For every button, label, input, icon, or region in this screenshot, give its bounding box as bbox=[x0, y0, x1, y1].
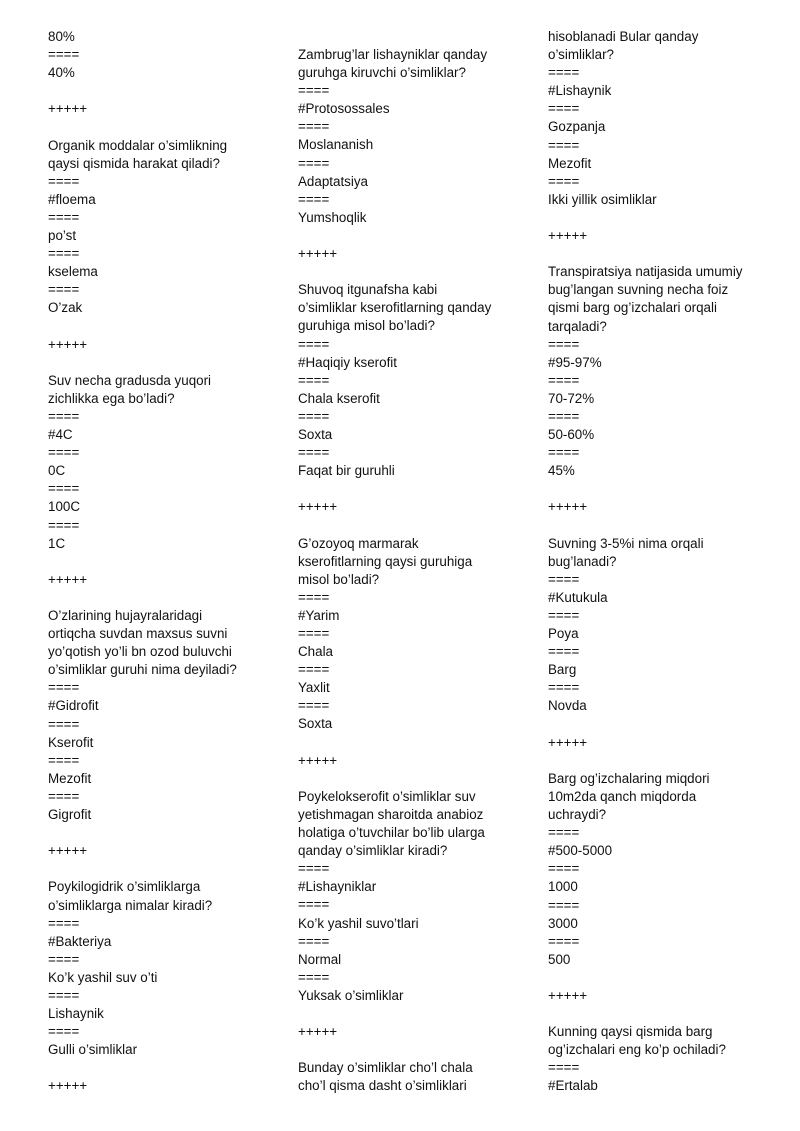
question-divider: +++++ bbox=[48, 843, 88, 859]
text-line: Ko’k yashil suvo’tlari bbox=[298, 915, 419, 931]
separator-line: ==== bbox=[548, 336, 580, 352]
separator-line: ==== bbox=[548, 65, 580, 81]
text-line: Suvning 3-5%i nima orqali bbox=[548, 535, 704, 551]
text-line: 10m2da qanch miqdorda bbox=[548, 788, 697, 804]
text-line: Gigrofit bbox=[48, 807, 92, 823]
text-line: Poykelokserofit o’simliklar suv bbox=[298, 788, 476, 804]
separator-line: ==== bbox=[298, 119, 330, 135]
separator-line: ==== bbox=[298, 83, 330, 99]
separator-line: ==== bbox=[48, 445, 80, 461]
text-line: Gulli o’simliklar bbox=[48, 1042, 138, 1058]
text-line: Poykilogidrik o’simliklarga bbox=[48, 879, 201, 895]
blank-line bbox=[48, 553, 263, 571]
separator-line: ==== bbox=[298, 662, 330, 678]
blank-line bbox=[548, 245, 768, 263]
separator-line: ==== bbox=[548, 101, 580, 117]
text-line: Mezofit bbox=[48, 770, 92, 786]
text-column-1 bbox=[48, 28, 263, 1096]
text-line: Faqat bir guruhli bbox=[298, 463, 395, 479]
separator-line: ==== bbox=[548, 571, 580, 587]
text-line: Kserofit bbox=[48, 734, 94, 750]
separator-line: ==== bbox=[48, 752, 80, 768]
separator-line: ==== bbox=[298, 897, 330, 913]
text-line: Bunday o’simliklar cho’l chala bbox=[298, 1060, 473, 1076]
correct-answer: #Lishayniklar bbox=[298, 879, 377, 895]
text-line: qismi barg og’izchalari orqali bbox=[548, 300, 717, 316]
text-line: qaysi qismida harakat qiladi? bbox=[48, 155, 220, 171]
text-line: Yumshoqlik bbox=[298, 209, 367, 225]
blank-line bbox=[298, 480, 513, 498]
separator-line: ==== bbox=[548, 861, 580, 877]
text-line: Yaxlit bbox=[298, 680, 330, 696]
separator-line: ==== bbox=[48, 680, 80, 696]
correct-answer: #Kutukula bbox=[548, 589, 608, 605]
separator-line: ==== bbox=[298, 861, 330, 877]
separator-line: ==== bbox=[48, 951, 80, 967]
separator-line: ==== bbox=[48, 987, 80, 1003]
text-line: Suv necha gradusda yuqori bbox=[48, 372, 212, 388]
text-line: misol bo’ladi? bbox=[298, 571, 380, 587]
question-divider: +++++ bbox=[298, 246, 338, 262]
text-line: tarqaladi? bbox=[548, 318, 607, 334]
text-line: 1000 bbox=[548, 879, 578, 895]
text-line: G’ozoyoq marmarak bbox=[298, 535, 419, 551]
correct-answer: #Protosossales bbox=[298, 101, 390, 117]
separator-line: ==== bbox=[298, 336, 330, 352]
question-divider: +++++ bbox=[298, 1024, 338, 1040]
separator-line: ==== bbox=[548, 680, 580, 696]
blank-line bbox=[548, 209, 768, 227]
text-line: po’st bbox=[48, 228, 77, 244]
text-line: Ikki yillik osimliklar bbox=[548, 191, 657, 207]
text-line: Transpiratsiya natijasida umumiy bbox=[548, 264, 743, 280]
text-line: uchraydi? bbox=[548, 807, 607, 823]
question-divider: +++++ bbox=[48, 571, 88, 587]
correct-answer: #4C bbox=[48, 427, 73, 443]
text-line: qanday o’simliklar kiradi? bbox=[298, 843, 448, 859]
text-line: 80% bbox=[48, 29, 75, 44]
blank-line bbox=[298, 734, 513, 752]
separator-line: ==== bbox=[298, 372, 330, 388]
blank-line bbox=[548, 480, 768, 498]
blank-line bbox=[298, 1041, 513, 1059]
separator-line: ==== bbox=[298, 408, 330, 424]
text-line: Soxta bbox=[298, 426, 333, 442]
text-line: o’simliklarga nimalar kiradi? bbox=[48, 897, 213, 913]
separator-line: ==== bbox=[48, 209, 80, 225]
separator-line: ==== bbox=[548, 408, 580, 424]
text-line: Adaptatsiya bbox=[298, 173, 368, 189]
question-divider: +++++ bbox=[48, 336, 88, 352]
correct-answer: #floema bbox=[48, 191, 96, 207]
separator-line: ==== bbox=[548, 372, 580, 388]
blank-line bbox=[48, 118, 263, 136]
text-line: 1C bbox=[48, 535, 66, 551]
correct-answer: #500-5000 bbox=[548, 843, 613, 859]
correct-answer: #Ertalab bbox=[548, 1078, 598, 1094]
blank-line bbox=[48, 318, 263, 336]
question-divider: +++++ bbox=[548, 734, 588, 750]
separator-line: ==== bbox=[548, 897, 580, 913]
text-line: kserofitlarning qaysi guruhiga bbox=[298, 553, 473, 569]
question-divider: +++++ bbox=[298, 752, 338, 768]
text-line: O’zak bbox=[48, 300, 83, 316]
separator-line: ==== bbox=[548, 1060, 580, 1076]
text-line: o’simliklar guruhi nima deyiladi? bbox=[48, 662, 237, 678]
separator-line: ==== bbox=[548, 933, 580, 949]
blank-line bbox=[548, 1005, 768, 1023]
text-line: Barg bbox=[548, 662, 577, 678]
separator-line: ==== bbox=[48, 408, 80, 424]
separator-line: ==== bbox=[298, 698, 330, 714]
blank-line bbox=[298, 227, 513, 245]
separator-line: ==== bbox=[548, 445, 580, 461]
blank-line bbox=[48, 354, 263, 372]
text-line: Ko’k yashil suv o’ti bbox=[48, 969, 158, 985]
correct-answer: #Haqiqiy kserofit bbox=[298, 354, 397, 370]
separator-line: ==== bbox=[548, 173, 580, 189]
text-line: yetishmagan sharoitda anabioz bbox=[298, 806, 484, 822]
blank-line bbox=[298, 770, 513, 788]
question-divider: +++++ bbox=[48, 101, 88, 117]
text-line: 0C bbox=[48, 463, 66, 479]
separator-line: ==== bbox=[548, 644, 580, 660]
text-line: Mezofit bbox=[548, 155, 592, 171]
text-line: holatiga o’tuvchilar bo’lib ularga bbox=[298, 825, 485, 841]
text-line: Organik moddalar o’simlikning bbox=[48, 137, 228, 153]
separator-line: ==== bbox=[48, 47, 80, 63]
separator-line: ==== bbox=[548, 137, 580, 153]
blank-line bbox=[48, 860, 263, 878]
correct-answer: #Lishaynik bbox=[548, 83, 612, 99]
text-line: 45% bbox=[548, 463, 575, 479]
separator-line: ==== bbox=[48, 915, 80, 931]
separator-line: ==== bbox=[298, 445, 330, 461]
question-divider: +++++ bbox=[548, 987, 588, 1003]
text-line: cho’l qisma dasht o’simliklari bbox=[298, 1078, 467, 1094]
text-line: Novda bbox=[548, 698, 587, 714]
text-line: Gozpanja bbox=[548, 119, 606, 135]
correct-answer: #Yarim bbox=[298, 607, 340, 623]
separator-line: ==== bbox=[48, 282, 80, 298]
text-line: Shuvoq itgunafsha kabi bbox=[298, 282, 438, 298]
separator-line: ==== bbox=[48, 517, 80, 533]
separator-line: ==== bbox=[298, 589, 330, 605]
separator-line: ==== bbox=[298, 969, 330, 985]
text-line: Barg og’izchalaring miqdori bbox=[548, 770, 710, 786]
question-divider: +++++ bbox=[298, 499, 338, 515]
question-divider: +++++ bbox=[548, 499, 588, 515]
text-line: O’zlarining hujayralaridagi bbox=[48, 608, 203, 623]
question-divider: +++++ bbox=[548, 228, 588, 244]
correct-answer: #Bakteriya bbox=[48, 933, 112, 949]
text-line: Lishaynik bbox=[48, 1006, 104, 1022]
text-line: Zambrug’lar lishayniklar qanday bbox=[298, 47, 488, 62]
blank-line bbox=[48, 1059, 263, 1077]
separator-line: ==== bbox=[48, 716, 80, 732]
text-line: o’simliklar kserofitlarning qanday bbox=[298, 300, 492, 316]
separator-line: ==== bbox=[48, 173, 80, 189]
blank-line bbox=[548, 969, 768, 987]
text-line: Poya bbox=[548, 626, 579, 642]
text-line: 100C bbox=[48, 499, 81, 515]
blank-line bbox=[48, 589, 263, 607]
separator-line: ==== bbox=[48, 246, 80, 262]
separator-line: ==== bbox=[548, 608, 580, 623]
text-column-3 bbox=[548, 28, 768, 1096]
text-line: Moslananish bbox=[298, 137, 374, 153]
text-line: og’izchalari eng ko’p ochiladi? bbox=[548, 1042, 726, 1058]
text-line: o’simliklar? bbox=[548, 47, 614, 63]
correct-answer: #95-97% bbox=[548, 354, 602, 370]
blank-line bbox=[548, 716, 768, 734]
text-line: ortiqcha suvdan maxsus suvni bbox=[48, 626, 228, 642]
separator-line: ==== bbox=[298, 933, 330, 949]
text-line: zichlikka ega bo’ladi? bbox=[48, 390, 175, 406]
text-column-2 bbox=[298, 46, 513, 1095]
text-line: Yuksak o’simliklar bbox=[298, 987, 404, 1003]
text-line: guruhiga misol bo’ladi? bbox=[298, 318, 435, 334]
blank-line bbox=[548, 752, 768, 770]
text-line: Soxta bbox=[298, 716, 333, 732]
question-divider: +++++ bbox=[48, 1078, 88, 1094]
blank-line bbox=[298, 1005, 513, 1023]
separator-line: ==== bbox=[548, 825, 580, 841]
text-line: 50-60% bbox=[548, 427, 595, 443]
blank-line bbox=[548, 517, 768, 535]
blank-line bbox=[298, 263, 513, 281]
text-line: kselema bbox=[48, 264, 98, 280]
blank-line bbox=[48, 82, 263, 100]
separator-line: ==== bbox=[298, 155, 330, 171]
text-line: 70-72% bbox=[548, 390, 595, 406]
text-line: bug’lanadi? bbox=[548, 553, 617, 569]
text-line: Kunning qaysi qismida barg bbox=[548, 1024, 713, 1040]
separator-line: ==== bbox=[48, 1024, 80, 1040]
text-line: hisoblanadi Bular qanday bbox=[548, 29, 699, 44]
text-line: Chala bbox=[298, 644, 333, 660]
separator-line: ==== bbox=[48, 481, 80, 497]
separator-line: ==== bbox=[298, 191, 330, 207]
text-line: guruhga kiruvchi o’simliklar? bbox=[298, 65, 466, 81]
separator-line: ==== bbox=[298, 626, 330, 641]
text-line: Chala kserofit bbox=[298, 390, 380, 406]
text-line: 500 bbox=[548, 951, 571, 967]
text-line: bug’langan suvning necha foiz bbox=[548, 282, 729, 298]
blank-line bbox=[48, 824, 263, 842]
blank-line bbox=[298, 516, 513, 534]
correct-answer: #Gidrofit bbox=[48, 698, 99, 714]
text-line: 40% bbox=[48, 65, 75, 81]
text-line: 3000 bbox=[548, 915, 578, 931]
text-line: Normal bbox=[298, 951, 342, 967]
text-line: yo’qotish yo’li bn ozod buluvchi bbox=[48, 644, 232, 660]
separator-line: ==== bbox=[48, 788, 80, 804]
